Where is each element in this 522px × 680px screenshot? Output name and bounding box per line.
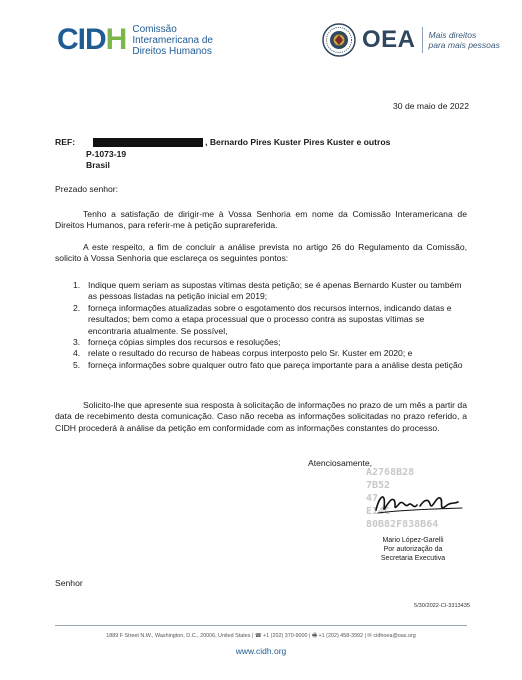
handwritten-signature: [372, 486, 468, 520]
footer-divider: [55, 625, 467, 626]
signer-block: Mario López-Garelli Por autorização da Secretaria Executiva: [367, 537, 459, 563]
reference-names: , Bernardo Pires Kuster Pires Kuster e outros: [205, 137, 391, 147]
list-item: 4. relate o resultado do recurso de habeas corpus interposto pelo Sr. Kuster em 2020; e: [73, 348, 413, 359]
list-item: 2. forneça informações atualizadas sobre o esgotamento dos recursos internos, indicando datas e resultados; bem como a etapa processual que o processo contra as supostas vítimas se encontraria atualmente. Se possível,: [73, 302, 452, 336]
request-list: [73, 280, 467, 371]
oea-logo: [322, 22, 500, 58]
footer-website-link[interactable]: www.cidh.org: [235, 646, 287, 656]
oea-divider: [422, 27, 423, 53]
oea-seal-icon: [322, 23, 356, 57]
petition-country: Brasil: [86, 160, 110, 171]
document-reference: 5/30/2022-CI-3313435: [414, 603, 470, 609]
reference-line: [55, 137, 390, 148]
salutation: Prezado senhor:: [55, 184, 119, 194]
redaction-bar: [93, 138, 203, 147]
paragraph-deadline: Solicito-lhe que apresente sua resposta à solicitação de informações no prazo de um mês a partir da data de recebimento desta comunicação. Caso não receba as informações solicitadas no prazo referido, a CIDH procederá à análise da petição em conformidade com as informações constantes do processo.: [55, 400, 467, 433]
signer-name: Mario López-Garelli: [382, 537, 444, 544]
cidh-logo-name: Comissão Interamericana de Direitos Humanos: [132, 23, 213, 57]
recipient: Senhor: [55, 578, 83, 588]
oea-wordmark: OEA: [362, 26, 416, 53]
letter-date: 30 de maio de 2022: [393, 101, 469, 111]
reference-label: REF:: [55, 137, 76, 147]
cidh-logo-mark-accent: H: [105, 23, 127, 56]
cidh-logo: [57, 22, 213, 58]
oea-slogan: Mais direitos para mais pessoas: [428, 30, 500, 50]
paragraph-request: A este respeito, a fim de concluir a análise prevista no artigo 26 do Regulamento da Comissão, solicito à Vossa Senhoria que esclareça os seguintes pontos:: [55, 242, 467, 264]
signature-stamp: A2768B28 7B52 47 E14C 80B82F838B64: [366, 467, 439, 530]
footer-address: 1889 F Street N.W., Washington, D.C., 20006, United States | ☎ +1 (202) 370-9000 | 🖷 +1 (202) 458-3992 | ✉ cidhoea@oas.org: [106, 633, 416, 639]
closing: Atenciosamente,: [308, 458, 373, 468]
paragraph-intro: Tenho a satisfação de dirigir-me à Vossa Senhoria em nome da Comissão Interamericana de Direitos Humanos, para referir-me à petição suprareferida.: [55, 209, 467, 231]
petition-number: P-1073-19: [86, 149, 127, 159]
list-item: 5. forneça informações sobre qualquer outro fato que pareça importante para a análise desta petição: [73, 359, 463, 370]
list-item: 3. forneça cópias simples dos recursos e resoluções;: [73, 337, 281, 348]
list-item: 1. Indique quem seriam as supostas vítimas desta petição; se é apenas Bernardo Kuster ou também as pessoas listadas na petição inicial em 2019;: [73, 280, 462, 302]
reference-details: [86, 149, 126, 172]
cidh-logo-mark: CIDH: [57, 23, 127, 56]
